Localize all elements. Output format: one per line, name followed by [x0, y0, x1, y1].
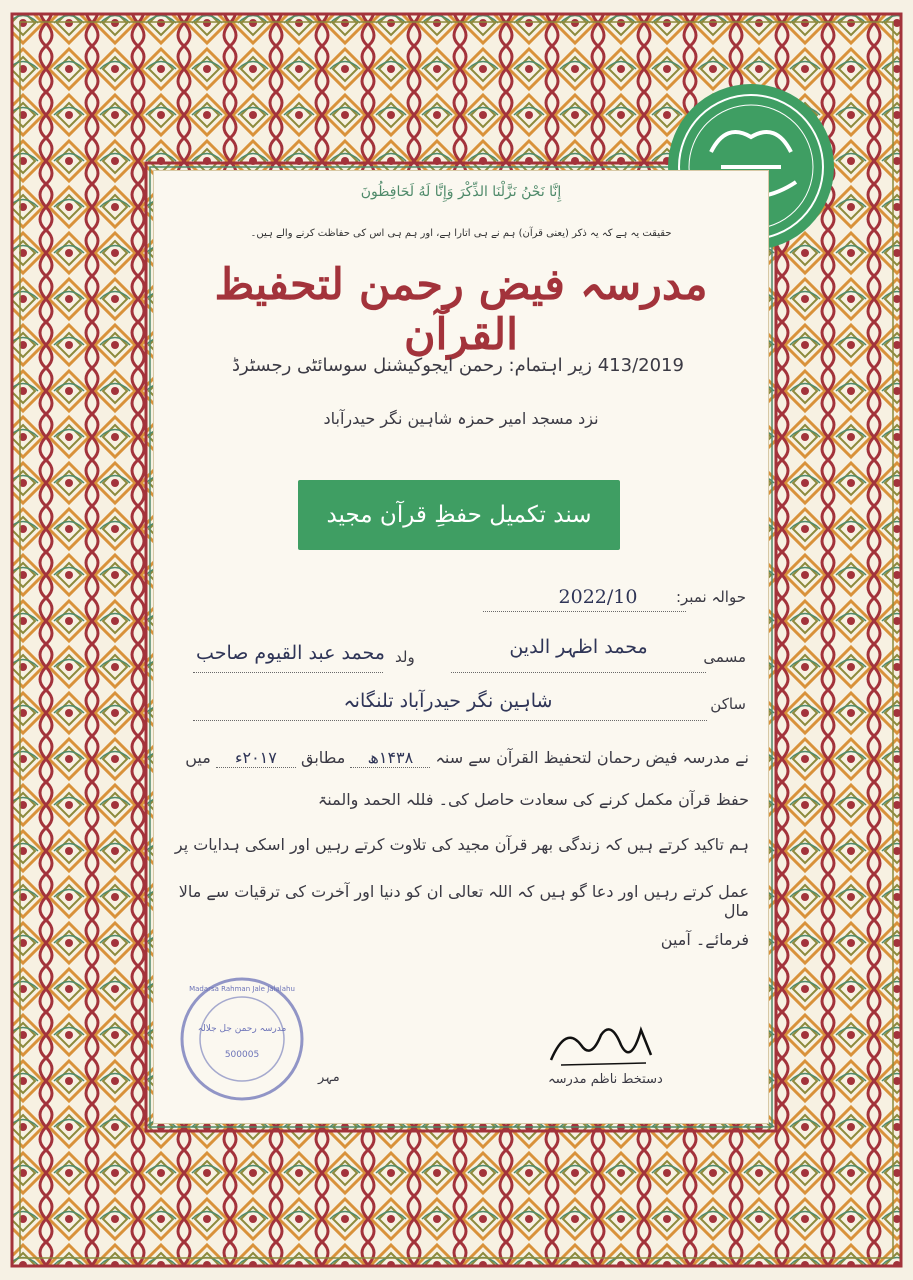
registration-number: 413/2019	[597, 355, 684, 376]
ref-line	[483, 611, 686, 612]
completion-mid: مطابق	[300, 748, 346, 767]
gregorian-year: ۲۰۱۷ء	[216, 748, 296, 768]
stamp-text-ur: مدرسہ رحمن جل جلالہ	[197, 1024, 287, 1034]
completion-line	[169, 748, 749, 768]
residence-value: شاہین نگر حیدرآباد تلنگانہ	[343, 690, 553, 712]
student-label: مسمی	[703, 648, 746, 666]
signature	[541, 1015, 661, 1075]
stamp-text-en: Madarsa Rahman Jale Jalalahu	[189, 985, 295, 993]
certificate-body	[153, 170, 769, 1124]
completion-suffix: میں	[185, 748, 211, 767]
certificate-badge: سند تکمیل حفظِ قرآن مجید	[298, 480, 620, 550]
supervision-text: زیر اہتمام: رحمن ایجوکیشنل سوسائٹی رجسٹرڈ	[232, 355, 592, 376]
ref-value: 2022/10	[558, 586, 638, 608]
body-line-4: فرمائے۔ آمین	[660, 930, 749, 949]
completion-prefix: نے مدرسہ فیض رحمان لتحفیظ القرآن سے سنہ	[435, 748, 749, 767]
madrasa-title: مدرسہ فیض رحمن لتحفیظ القرآن	[214, 260, 708, 360]
supervision-line	[153, 355, 769, 376]
signature-label: دستخط ناظم مدرسہ	[548, 1072, 663, 1087]
parent-line	[193, 672, 383, 673]
parent-name: محمد عبد القیوم صاحب	[196, 642, 385, 664]
body-line-3: عمل کرتے رہیں اور دعا گو ہیں کہ اللہ تعالی ان کو دنیا اور آخرت کی ترقیات سے مالا مال	[178, 882, 749, 920]
quran-verse: إِنَّا نَحْنُ نَزَّلْنَا الذِّكْرَ وَإِنَّا لَهُ لَحَافِظُونَ	[360, 184, 562, 200]
residence-label: ساکن	[710, 695, 746, 713]
residence-line	[193, 720, 707, 721]
body-line-1: حفظ قرآن مکمل کرنے کی سعادت حاصل کی۔ فللہ الحمد والمنۃ	[317, 790, 749, 809]
address: نزد مسجد امیر حمزہ شاہین نگر حیدرآباد	[323, 409, 599, 428]
student-name: محمد اظہر الدین	[509, 636, 648, 658]
student-line	[451, 672, 706, 673]
hijri-year: ۱۴۳۸ھ	[350, 748, 430, 768]
parent-label: ولد	[395, 648, 415, 666]
seal-label: مہر	[318, 1070, 340, 1085]
verse-translation: حقیقت یہ ہے کہ یہ ذکر (یعنی قرآن) ہم نے ہی اتارا ہے، اور ہم ہی اس کی حفاظت کرنے والے ہیں۔	[250, 228, 672, 239]
body-line-2: ہم تاکید کرتے ہیں کہ زندگی بھر قرآن مجید کی تلاوت کرتے رہیں اور اسکی ہدایات پر	[174, 835, 749, 854]
official-stamp	[178, 975, 306, 1103]
stamp-number: 500005	[224, 1050, 260, 1060]
ref-label: حوالہ نمبر:	[675, 588, 746, 606]
